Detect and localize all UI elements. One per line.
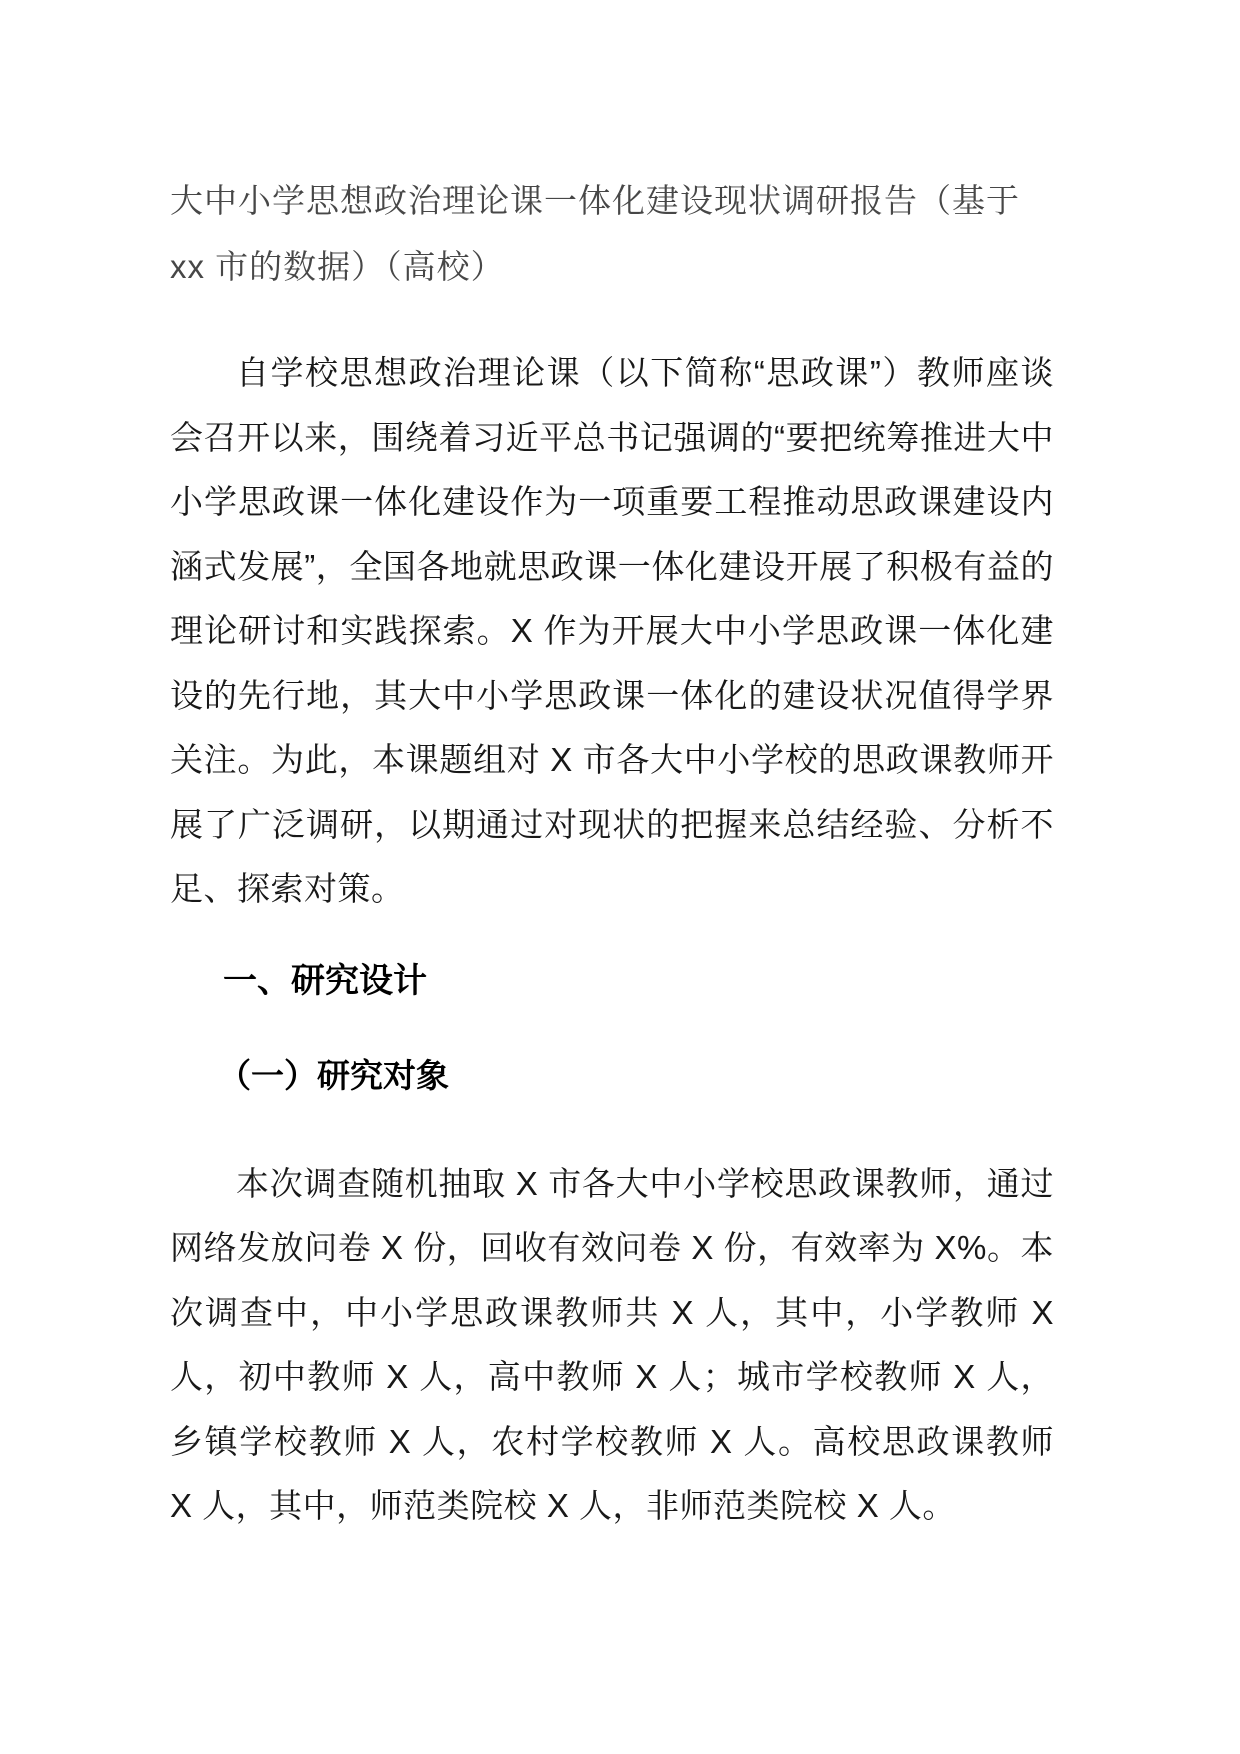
subsection-heading-research-subjects: （一）研究对象 [218, 1056, 449, 1094]
intro-paragraph: 自学校思想政治理论课（以下简称“思政课”）教师座谈会召开以来，围绕着习近平总书记强调的“要把统筹推进大中小学思政课一体化建设作为一项重要工程推动思政课建设内涵式发展”，全国各地就思政课一体化建设开展了积极有益的理论研讨和实践探索。X 作为开展大中小学思政课一体化建设的先行地，其大中小学思政课一体化的建设状况值得学界关注。为此，本课题组对 X 市各大中小学校的思政课教师开展了广泛调研，以期通过对现状的把握来总结经验、分析不足、探索对策。 [170, 354, 1054, 907]
section-heading-research-design: 一、研究设计 [223, 961, 427, 1000]
research-subjects-paragraph: 本次调查随机抽取 X 市各大中小学校思政课教师，通过网络发放问卷 X 份，回收有效问卷 X 份，有效率为 X%。本次调查中，中小学思政课教师共 X 人，其中，小学教师 X 人，初中教师 X 人，高中教师 X 人；城市学校教师 X 人，乡镇学校教师 X 人，农村学校教师 X 人。高校思政课教师 X 人，其中，师范类院校 X 人，非师范类院校 X 人。 [170, 1164, 1054, 1524]
document-title: 大中小学思想政治理论课一体化建设现状调研报告（基于xx 市的数据）（高校） [170, 182, 1020, 285]
